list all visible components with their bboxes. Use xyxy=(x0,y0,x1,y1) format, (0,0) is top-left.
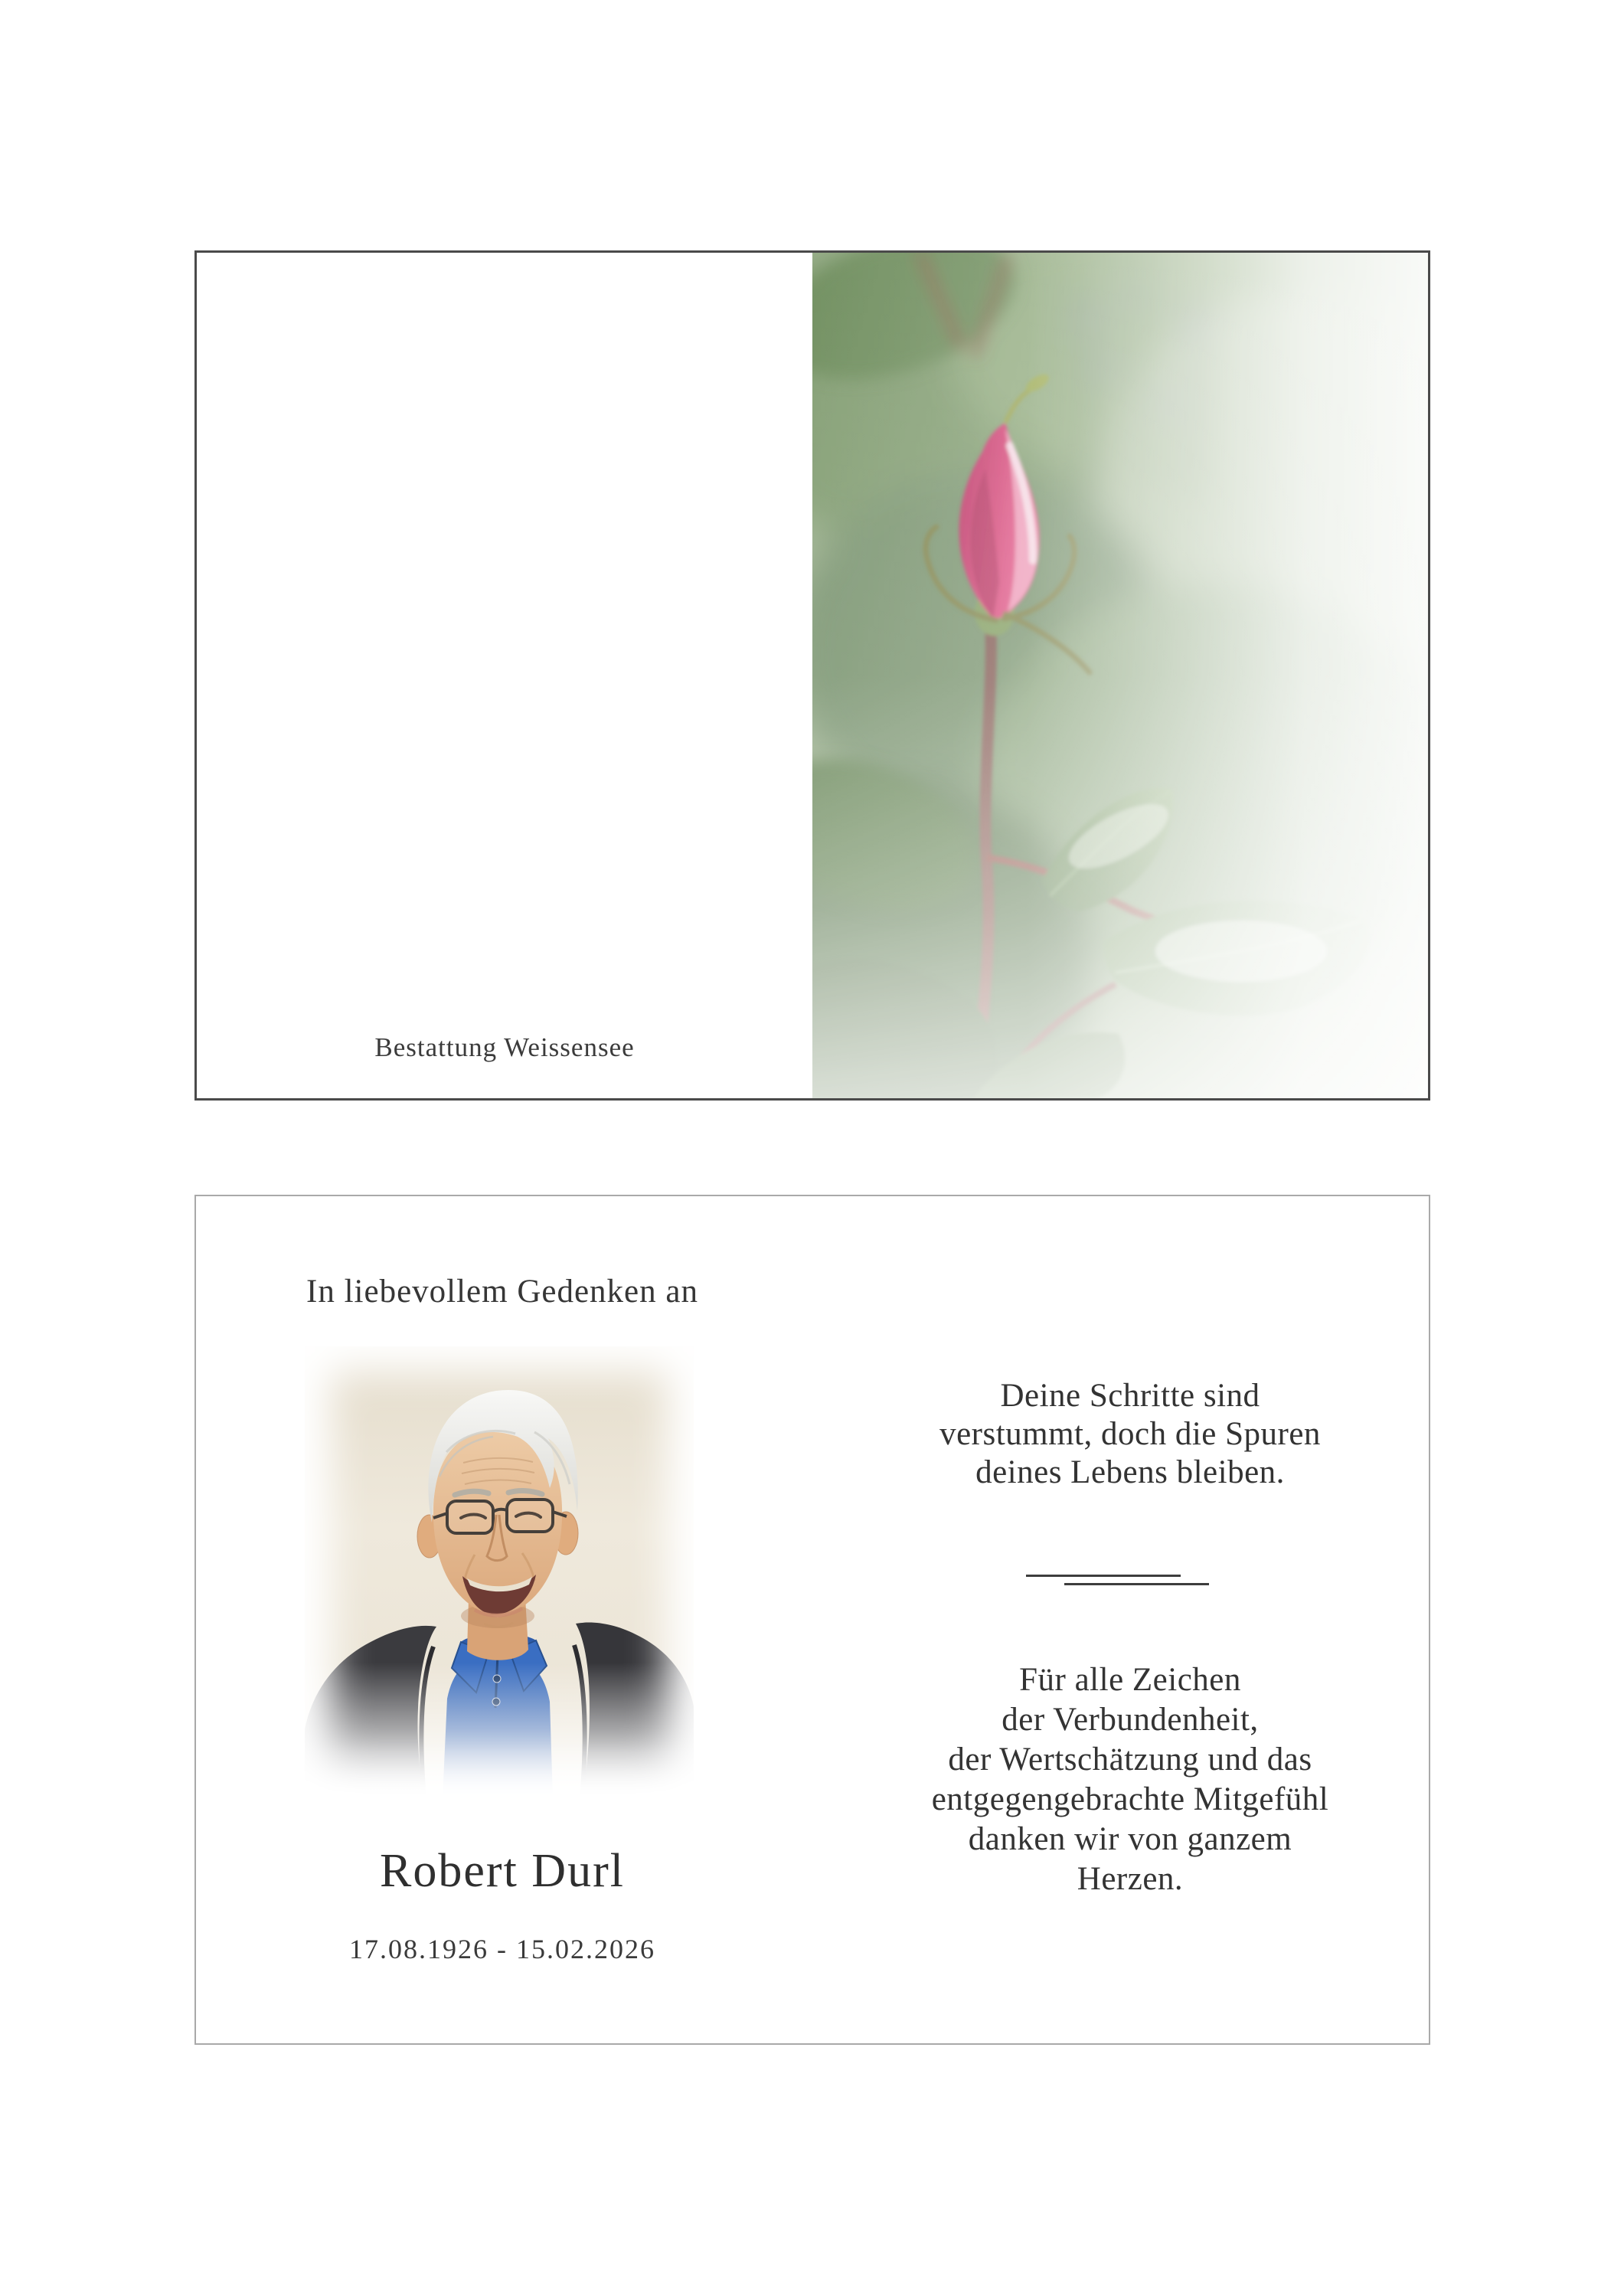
portrait-illustration xyxy=(305,1346,694,1798)
nose xyxy=(487,1515,507,1561)
verse-text xyxy=(916,1377,1345,1492)
thanks-line: entgegengebrachte Mitgefühl xyxy=(931,1781,1329,1817)
thanks-text xyxy=(916,1660,1345,1899)
thanks-line: Für alle Zeichen xyxy=(1019,1662,1241,1698)
life-dates: 17.08.1926 - 15.02.2026 xyxy=(349,1934,655,1964)
deceased-name: Robert Durl xyxy=(380,1845,625,1897)
dark-jacket xyxy=(305,1623,694,1798)
blue-polo-shirt xyxy=(443,1634,553,1798)
portrait-background xyxy=(305,1346,694,1798)
thanks-line: der Verbundenheit, xyxy=(1002,1702,1259,1738)
portrait-photo xyxy=(305,1346,694,1798)
ear-left xyxy=(417,1515,442,1558)
verse-line: deines Lebens bleiben. xyxy=(975,1454,1285,1490)
eyebrows xyxy=(455,1491,489,1495)
verse-line: verstummt, doch die Spuren xyxy=(939,1416,1321,1452)
thanks-line: danken wir von ganzem Herzen. xyxy=(968,1821,1292,1897)
inside-card xyxy=(194,1195,1430,2045)
rose-photo-illustration xyxy=(812,253,1428,1098)
cover-photo xyxy=(812,253,1428,1098)
glasses xyxy=(433,1500,567,1533)
forehead-wrinkles xyxy=(462,1458,534,1484)
verse-line: Deine Schritte sind xyxy=(1000,1378,1260,1414)
neck xyxy=(467,1598,528,1660)
ornament-divider xyxy=(1026,1575,1181,1577)
ear-right xyxy=(554,1512,578,1555)
ornament-divider xyxy=(1064,1583,1209,1585)
eyes xyxy=(461,1513,541,1518)
white-hair xyxy=(428,1390,577,1522)
memorial-header: In liebevollem Gedenken an xyxy=(306,1274,698,1310)
front-card xyxy=(194,250,1430,1101)
thanks-line: der Wertschätzung und das xyxy=(948,1742,1312,1778)
publisher-label: Bestattung Weissensee xyxy=(374,1032,635,1062)
smiling-mouth xyxy=(462,1575,536,1615)
face xyxy=(433,1431,562,1617)
